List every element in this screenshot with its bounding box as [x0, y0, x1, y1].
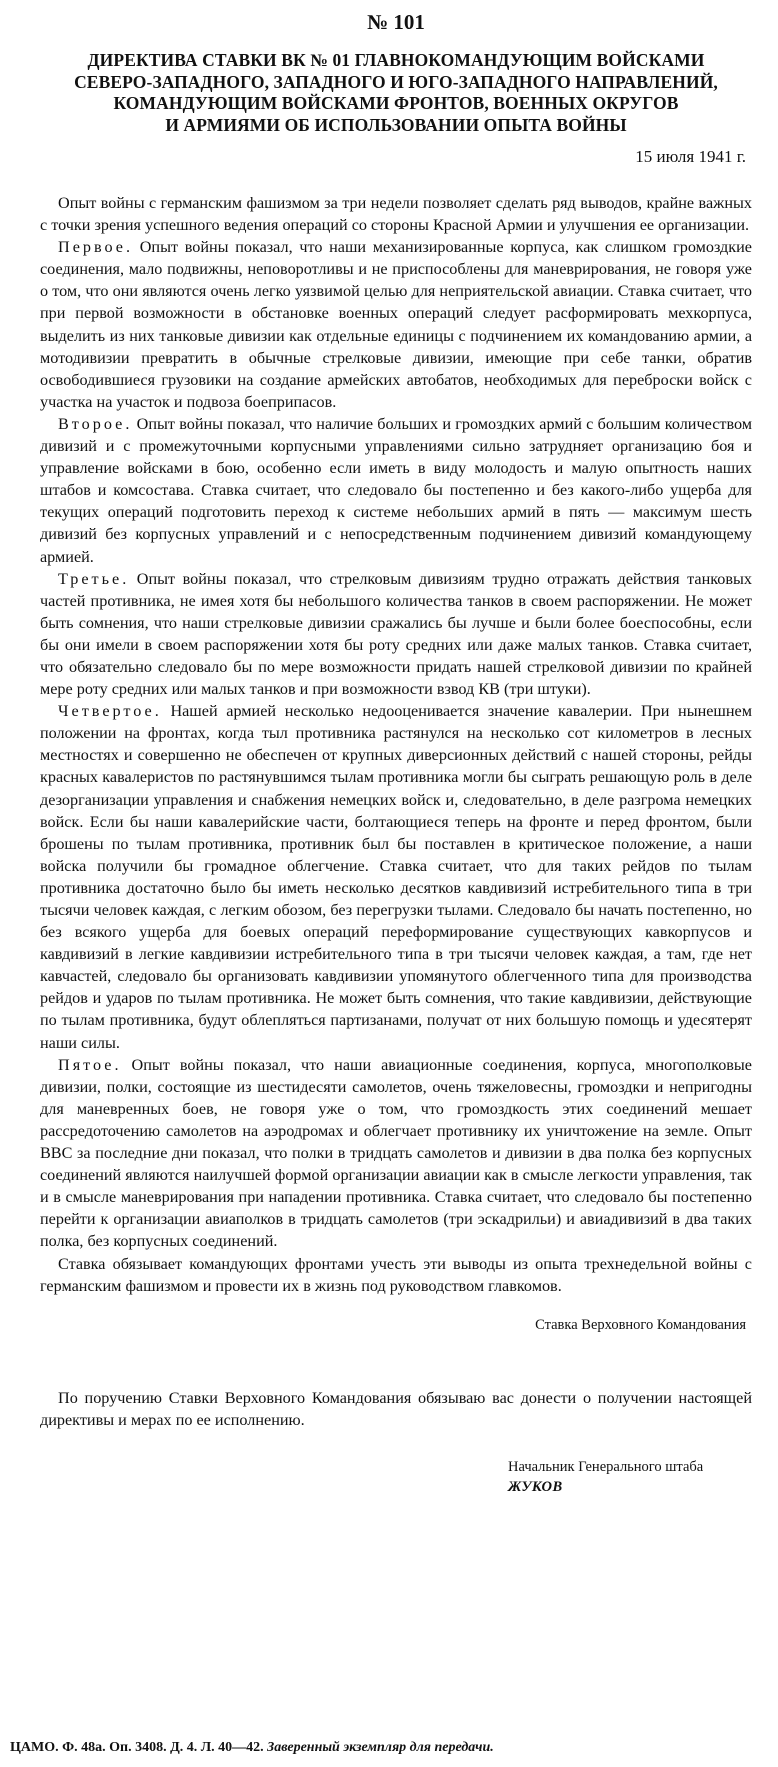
paragraph-first [40, 236, 752, 413]
signer-position: Начальник Генерального штаба [508, 1458, 704, 1475]
paragraph-lead-word: Третье. [58, 569, 130, 588]
signature-organization: Ставка Верховного Командования [535, 1316, 746, 1333]
paragraph-second [40, 413, 752, 568]
title-line: ДИРЕКТИВА СТАВКИ ВК № 01 ГЛАВНОКОМАНДУЮЩИМ ВОЙСКАМИ [87, 50, 705, 70]
paragraph-intro: Опыт войны с германским фашизмом за три недели позволяет сделать ряд выводов, крайне важных с точки зрения успешного ведения операций со стороны Красной Армии и улучшения ее организации. [40, 194, 752, 235]
postscript: По поручению Ставки Верховного Командования обязываю вас донести о получении настоящей директивы и мерах по ее исполнению. [40, 1388, 752, 1429]
archive-citation: ЦАМО. Ф. 48а. Оп. 3408. Д. 4. Л. 40—42. [10, 1740, 264, 1755]
paragraph-lead-word: Четвертое. [58, 702, 162, 721]
document-title [40, 50, 752, 136]
document-page [40, 8, 752, 1497]
paragraph-text: Опыт войны показал, что стрелковым дивизиям трудно отражать действия танковых частей противника, не имея хотя бы небольшого количества танков в своем распоряжении. Не может быть сомнения, что наши стрелковые дивизии сражались бы лучше и были более боеспособны, если бы они имели в своем распоряжении хотя бы роту средних или даже малых танков. Ставка считает, что обязательно следовало бы по мере возможности придать нашей стрелковой дивизии по крайней мере роту средних или малых танков и при возможности взвод КВ (три штуки). [40, 569, 752, 699]
paragraph-lead-word: Второе. [58, 414, 133, 433]
paragraph-closing: Ставка обязывает командующих фронтами учесть эти выводы из опыта трехнедельной войны с германским фашизмом и провести их в жизнь под руководством главкомов. [40, 1254, 752, 1295]
title-line: И АРМИЯМИ ОБ ИСПОЛЬЗОВАНИИ ОПЫТА ВОЙНЫ [165, 114, 627, 135]
signer-name: ЖУКОВ [508, 1478, 563, 1495]
paragraph-fourth [40, 700, 752, 1054]
archive-reference [10, 1739, 494, 1757]
paragraph-lead-word: Пятое. [58, 1055, 122, 1074]
document-number: № 101 [367, 10, 425, 34]
document-date: 15 июля 1941 г. [635, 147, 746, 166]
paragraph-text: Опыт войны показал, что наши авиационные соединения, корпуса, многополковые дивизии, полки, состоящие из шестидесяти самолетов, очень тяжеловесны, громоздки и непригодны для маневренных боев, не говоря уже о том, что громоздкость этих соединений мешает рассредоточению самолетов на аэродромах и облегчает противнику их уничтожение на земле. Опыт ВВС за последние дни показал, что полки в тридцать самолетов и дивизии в два полка без корпусных соединений являются наилучшей формой организации авиации как в смысле легкости управления, так и в смысле маневрирования при нападении противника. Ставка считает, что следовало бы постепенно перейти к организации авиаполков в тридцать самолетов (три эскадрильи) и авиадивизий в два таких полка, без корпусных соединений. [40, 1055, 752, 1251]
title-line: СЕВЕРО-ЗАПАДНОГО, ЗАПАДНОГО И ЮГО-ЗАПАДНОГО НАПРАВЛЕНИЙ, [74, 71, 718, 92]
paragraph-text: Нашей армией несколько недооценивается значение кавалерии. При нынешнем положении на фронтах, когда тыл противника растянулся на несколько сот километров в лесных местностях и совершенно не обеспечен от крупных диверсионных действий с нашей стороны, рейды красных кавалеристов по растянувшимся тылам противника могли бы сыграть решающую роль в деле дезорганизации управления и снабжения немецких войск и, следовательно, в деле разгрома немецких войск. Если бы наши кавалерийские части, болтающиеся теперь на фронте и перед фронтом, были брошены по тылам противника, противник был бы поставлен в критическое положение, а наши войска получили бы громадное облегчение. Ставка считает, что для таких рейдов по тылам противника достаточно было бы иметь несколько десятков кавдивизий истребительного типа в три тысячи человек каждая, с легким обозом, без перегрузки тылами. Следовало бы начать постепенно, но без всякого ущерба для боевых операций переформирование существующих кавкорпусов и кавдивизий в легкие кавдивизии истребительного типа в три тысячи человек каждая, а там, где нет кавчастей, следовало бы организовать кавдивизии упомянутого облегченного типа для производства рейдов и ударов по тылам противника. Не может быть сомнения, что такие кавдивизии, действующие по тылам противника, будут облепляться партизанами, получат от них большую помощь и удесятерят наши силы. [40, 702, 752, 1052]
paragraph-text: Опыт войны показал, что наличие больших и громоздких армий с большим количеством дивизий и с промежуточными корпусными управлениями сильно затрудняет организацию боя и управление войсками в бою, особенно если иметь в виду молодость и малую опытность наших штабов и комсостава. Ставка считает, что следовало бы постепенно и без какого-либо ущерба для текущих операций подготовить переход к системе небольших армий в пять — максимум шесть дивизий без корпусных управлений и с непосредственным подчинением дивизий командующему армией. [40, 414, 753, 566]
signer-block [508, 1457, 752, 1497]
paragraph-fifth [40, 1054, 752, 1253]
document-body [40, 192, 752, 1297]
paragraph-third [40, 568, 752, 701]
paragraph-text: Опыт войны показал, что наши механизированные корпуса, как слишком громоздкие соединения, мало подвижны, неповоротливы и не приспособлены для маневрирования, не говоря уже о том, что они являются очень легко уязвимой целью для неприятельской авиации. Ставка считает, что при первой возможности в обстановке военных операций следует расформировать мехкорпуса, выделить из них танковые дивизии как отдельные единицы с подчинением их командованию армии, а мотодивизии превратить в обычные стрелковые дивизии, имеющие при себе танки, обратив освободившиеся грузовики на создание армейских автобатов, необходимых для переброски войск с участка на участок и подвоза боеприпасов. [40, 238, 752, 411]
title-line: КОМАНДУЮЩИМ ВОЙСКАМИ ФРОНТОВ, ВОЕННЫХ ОКРУГОВ [113, 93, 679, 113]
paragraph-lead-word: Первое. [58, 238, 134, 257]
archive-note: Заверенный экземпляр для передачи. [267, 1740, 494, 1755]
